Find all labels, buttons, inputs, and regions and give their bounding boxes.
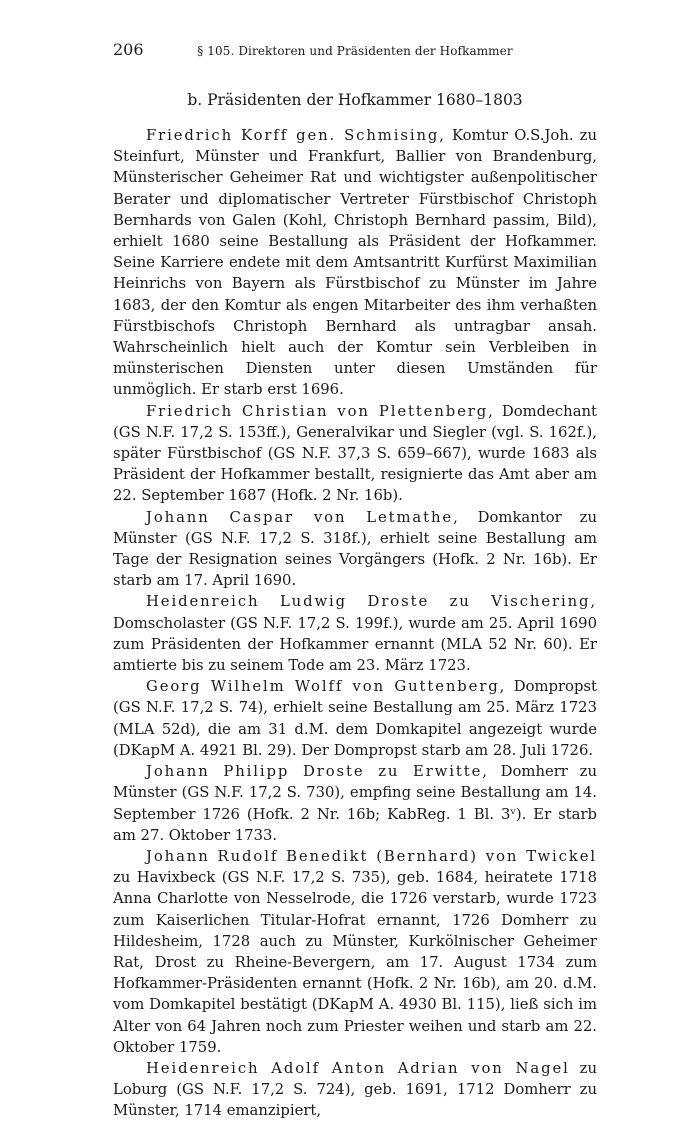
entry-name: Johann Rudolf Benedikt (Bernhard) von Twickel [146,847,597,865]
entry-korff [113,125,597,401]
entry-name: Johann Philipp Droste zu Erwitte, [146,763,489,781]
entry-droste-vischering [113,591,597,676]
entry-letmathe [113,507,597,592]
entry-text: Domscholaster (GS N.F. 17,2 S. 199f.), wurde am 25. April 1690 zum Präsidenten der Hofkammer ernannt (MLA 52 Nr. 60). Er amtierte bis zu seinem Tode am 23. März 1723. [113,614,597,675]
page-number: 206 [113,40,144,59]
entry-text: Domkantor zu Münster (GS N.F. 17,2 S. 318f.), erhielt seine Bestallung am Tage der Resignation seines Vorgängers (Hofk. 2 Nr. 16b). Er starb am 17. April 1690. [113,508,597,590]
section-heading: b. Präsidenten der Hofkammer 1680–1803 [187,91,523,109]
entry-name: Heidenreich Ludwig Droste zu Vischering, [146,593,597,611]
entry-name: Johann Caspar von Letmathe, [146,508,460,526]
entry-nagel [113,1058,597,1122]
entry-wolff-guttenberg [113,676,597,761]
entry-twickel [113,846,597,1058]
entry-text: Komtur O.S.Joh. zu Steinfurt, Münster und Frankfurt, Ballier von Brandenburg, Münsterischer Geheimer Rat und wichtigster außenpolitischer Berater und diplomatischer Vertreter Fürstbischof Christoph Bernhards von Galen (Kohl, Christoph Bernhard passim, Bild), erhielt 1680 seine Bestallung als Präsident der Hofkammer. Seine Karriere endete mit dem Amtsantritt Kurfürst Maximilian Heinrichs von Bayern als Fürstbischof zu Münster im Jahre 1683, der den Komtur als engen Mitarbeiter des ihm verhaßten Fürstbischofs Christoph Bernhard als untragbar ansah. Wahrscheinlich hielt auch der Komtur sein Verbleiben in münsterischen Diensten unter diesen Umständen für unmöglich. Er starb erst 1696. [113,127,597,399]
entry-name: Heidenreich Adolf Anton Adrian von Nagel [146,1059,570,1077]
body-text [113,125,597,1122]
entry-name: Georg Wilhelm Wolff von Guttenberg, [146,678,507,696]
entry-name: Friedrich Korff gen. Schmising, [146,127,446,144]
entry-text: zu Havixbeck (GS N.F. 17,2 S. 735), geb. 1684, heiratete 1718 Anna Charlotte von Nesselrode, die 1726 verstarb, wurde 1723 zum Kaiserlichen Titular-Hofrat ernannt, 1726 Domherr zu Hildesheim, 1728 auch zu Münster, Kurkölnischer Geheimer Rat, Drost zu Rheine-Bevergern, am 17. August 1734 zum Hofkammer-Präsidenten ernannt (Hofk. 2 Nr. 16b), am 20. d.M. vom Domkapitel bestätigt (DKapM A. 4930 Bl. 115), ließ sich im Alter von 64 Jahren noch zum Priester weihen und starb am 22. Oktober 1759. [113,869,597,1056]
entry-text: zu Loburg (GS N.F. 17,2 S. 724), geb. 1691, 1712 Domherr zu Münster, 1714 emanzipiert, [113,1059,597,1120]
entry-droste-erwitte [113,761,597,846]
entry-plettenberg [113,401,597,507]
entry-text: Domdechant (GS N.F. 17,2 S. 153ff.), Generalvikar und Siegler (vgl. S. 162f.), später Fürstbischof (GS N.F. 37,3 S. 659–667), wurde 1683 als Präsident der Hofkammer bestallt, resignierte das Amt aber am 22. September 1687 (Hofk. 2 Nr. 16b). [113,402,597,505]
running-title: § 105. Direktoren und Präsidenten der Hofkammer [197,44,513,58]
entry-name: Friedrich Christian von Plettenberg, [146,402,495,420]
entry-text: Dompropst (GS N.F. 17,2 S. 74), erhielt seine Bestallung am 25. März 1723 (MLA 52d), die am 31 d.M. dem Domkapitel angezeigt wurde (DKapM A. 4921 Bl. 29). Der Dompropst starb am 28. Juli 1726. [113,678,597,759]
running-head [113,40,597,64]
entry-text: Domherr zu Münster (GS N.F. 17,2 S. 730), empfing seine Bestallung am 14. September 1726 (Hofk. 2 Nr. 16b; KabReg. 1 Bl. 3ᵛ). Er starb am 27. Oktober 1733. [113,763,597,844]
